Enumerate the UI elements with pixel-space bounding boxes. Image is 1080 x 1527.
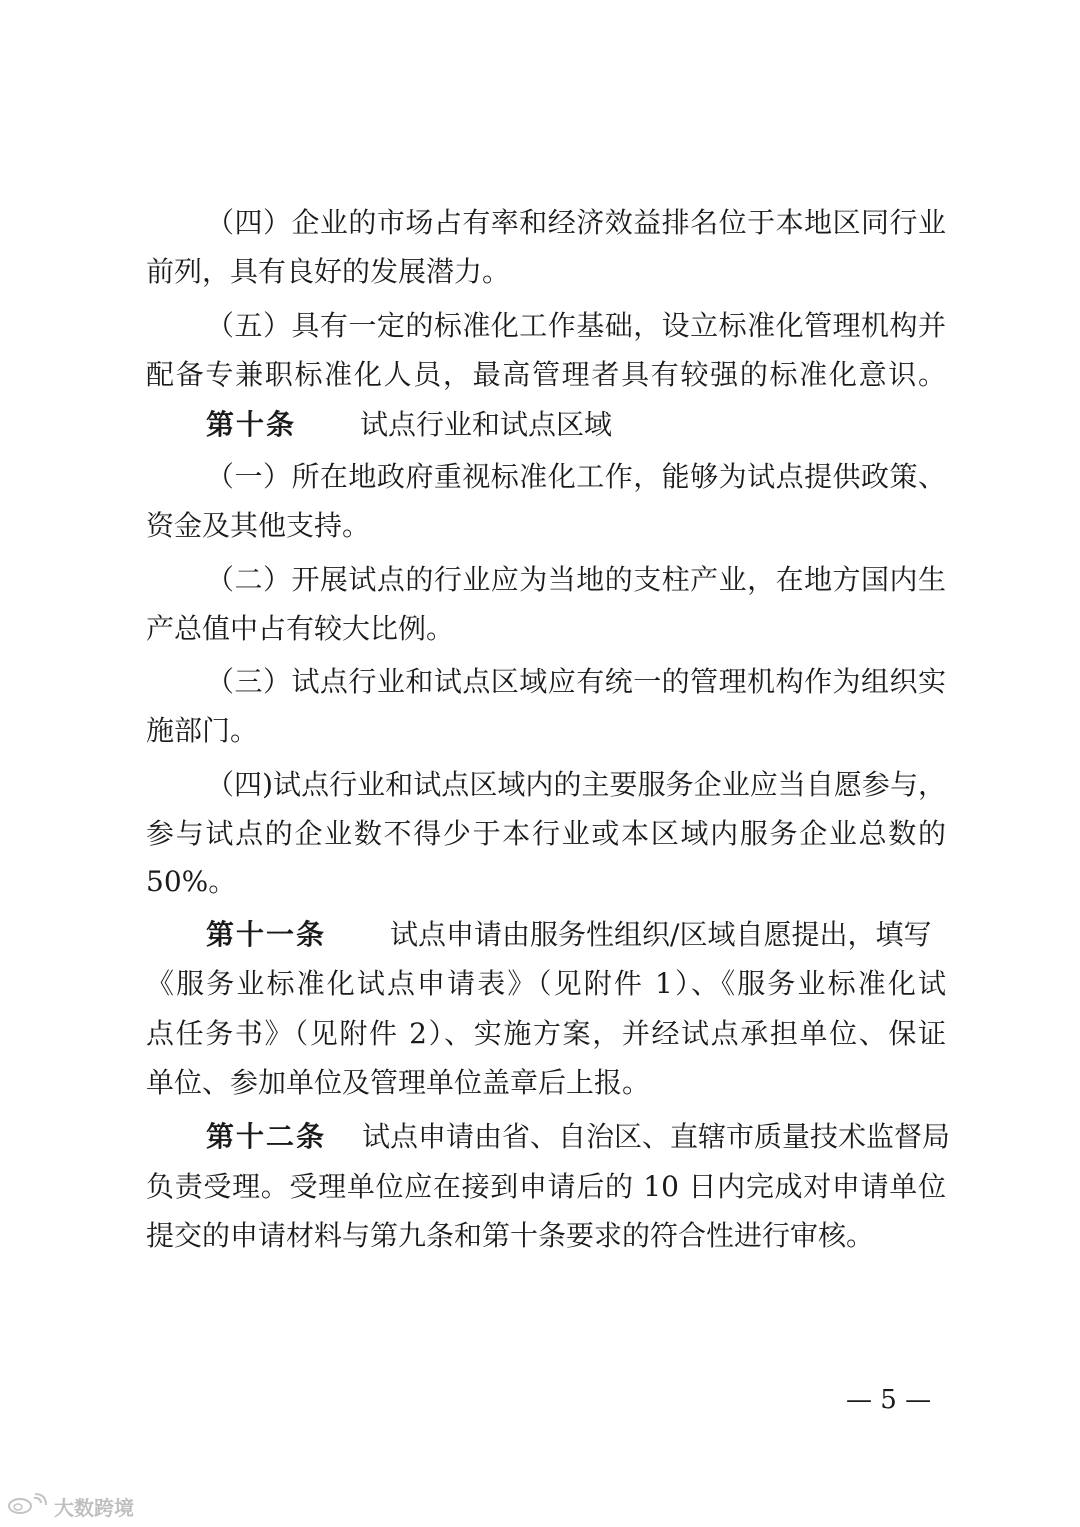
paragraph-line: （二）开展试点的行业应为当地的支柱产业，在地方国内生 (206, 563, 946, 596)
article-body: 试点申请由省、自治区、直辖市质量技术监督局 (362, 1120, 951, 1153)
article-heading-twelve (206, 1117, 951, 1157)
watermark (6, 1490, 134, 1522)
paragraph-line: 提交的申请材料与第九条和第十条要求的符合性进行审核。 (146, 1219, 875, 1252)
paragraph-line: （三）试点行业和试点区域应有统一的管理机构作为组织实 (206, 665, 946, 698)
paragraph-line: 参与试点的企业数不得少于本行业或本区域内服务企业总数的 (146, 817, 946, 850)
paragraph-line: 资金及其他支持。 (146, 509, 371, 542)
paragraph-line: 《服务业标准化试点申请表》（见附件 1）、《服务业标准化试 (146, 967, 946, 1000)
paragraph-line: （一）所在地政府重视标准化工作，能够为试点提供政策、 (206, 460, 946, 493)
weibo-logo-icon (6, 1493, 50, 1520)
paragraph-line: 50%。 (146, 865, 237, 898)
paragraph-line: 单位、参加单位及管理单位盖章后上报。 (146, 1066, 651, 1099)
paragraph-line: 负责受理。受理单位应在接到申请后的 10 日内完成对申请单位 (146, 1170, 946, 1203)
page-number: — 5 — (846, 1385, 932, 1415)
article-body: 试点申请由服务性组织/区域自愿提出，填写 (390, 918, 932, 951)
article-number: 第十一条 (206, 918, 327, 951)
paragraph-line: 前列，具有良好的发展潜力。 (146, 255, 511, 288)
paragraph-line: 产总值中占有较大比例。 (146, 612, 455, 645)
article-heading-ten (206, 405, 946, 445)
paragraph-line: 施部门。 (146, 714, 259, 747)
article-title: 试点行业和试点区域 (360, 408, 613, 441)
article-number: 第十二条 (206, 1120, 327, 1153)
article-heading-eleven (206, 915, 946, 955)
paragraph-line: （四)试点行业和试点区域内的主要服务企业应当自愿参与， (206, 768, 946, 801)
paragraph-line: 点任务书》（见附件 2）、实施方案，并经试点承担单位、保证 (146, 1017, 946, 1050)
article-number: 第十条 (206, 408, 297, 441)
paragraph-line: 配备专兼职标准化人员，最高管理者具有较强的标准化意识。 (146, 358, 946, 391)
watermark-text: 大数跨境 (54, 1495, 134, 1520)
paragraph-line: （四）企业的市场占有率和经济效益排名位于本地区同行业 (206, 206, 946, 239)
paragraph-line: （五）具有一定的标准化工作基础，设立标准化管理机构并 (206, 309, 946, 342)
